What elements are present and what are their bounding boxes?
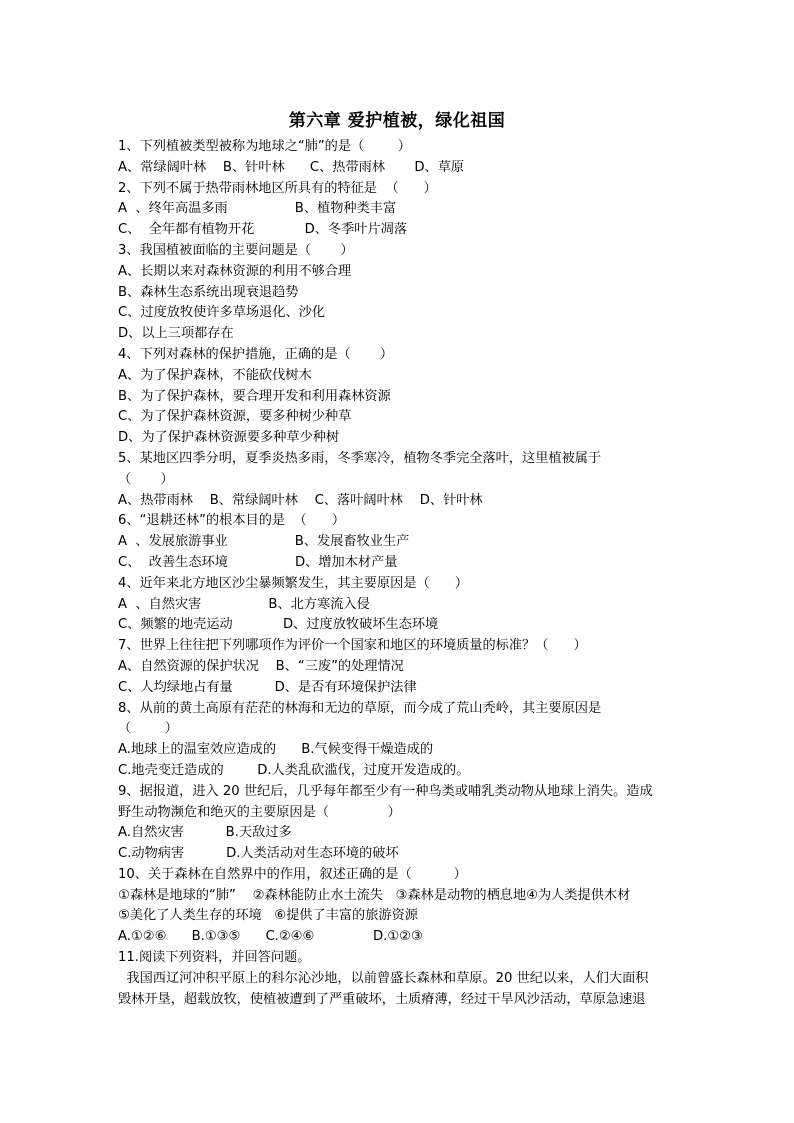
text-line: 2、下列不属于热带雨林地区所具有的特征是 （ ） (118, 180, 437, 196)
text-line: 5、某地区四季分明，夏季炎热多雨，冬季寒冷，植物冬季完全落叶，这里植被属于 (118, 450, 602, 466)
text-line: A 、自然灾害 B、北方寒流入侵 (118, 596, 370, 612)
text-line: 我国西辽河冲积平原上的科尔沁沙地，以前曾盛长森林和草原。20 世纪以来，人们大面积 (118, 970, 649, 986)
text-line: D、为了保护森林资源要多种草少种树 (118, 430, 340, 446)
text-line: A、为了保护森林，不能砍伐树木 (118, 367, 312, 383)
text-line: A、常绿阔叶林 B、针叶林 C、热带雨林 D、草原 (118, 159, 465, 175)
text-line: C.动物病害 D.人类活动对生态环境的破坏 (118, 846, 399, 862)
text-line: 10、关于森林在自然界中的作用，叙述正确的是（ ） (118, 866, 467, 882)
text-line: C、 改善生态环境 D、增加木材产量 (118, 554, 398, 570)
text-line: B、森林生态系统出现衰退趋势 (118, 284, 299, 300)
text-line: 4、近年来北方地区沙尘暴频繁发生，其主要原因是（ ） (118, 575, 469, 591)
text-line: C、过度放牧使许多草场退化、沙化 (118, 305, 326, 321)
text-line: A、自然资源的保护状况 B、“三废”的处理情况 (118, 658, 404, 674)
text-line: A 、发展旅游事业 B、发展畜牧业生产 (118, 534, 410, 550)
text-line: A、热带雨林 B、常绿阔叶林 C、落叶阔叶林 D、针叶林 (118, 492, 483, 508)
text-line: 毁林开垦，超载放牧，使植被遭到了严重破坏，土质瘠薄，经过干旱风沙活动，草原急速退 (118, 991, 646, 1007)
text-line: B、为了保护森林，要合理开发和利用森林资源 (118, 388, 391, 404)
text-line: C、频繁的地壳运动 D、过度放牧破坏生态环境 (118, 617, 439, 633)
text-line: A.自然灾害 B.天敌过多 (118, 825, 292, 841)
text-line: 3、我国植被面临的主要问题是（ ） (118, 242, 354, 258)
chapter-title: 第六章 爱护植被，绿化祖国 (288, 111, 506, 131)
text-line: 4、下列对森林的保护措施，正确的是（ ） (118, 346, 394, 362)
text-line: A.地球上的温室效应造成的 B.气候变得干燥造成的 (118, 742, 434, 758)
text-line: A、长期以来对森林资源的利用不够合理 (118, 263, 352, 279)
text-line: C、人均绿地占有量 D、是否有环境保护法律 (118, 679, 417, 695)
text-line: 8、从前的黄土高原有茫茫的林海和无边的草原，而今成了荒山秃岭，其主要原因是 (118, 700, 602, 716)
text-line: D、以上三项都存在 (118, 326, 234, 342)
text-line: 1、下列植被类型被称为地球之“肺”的是（ ） (118, 139, 411, 154)
text-line: ①森林是地球的“肺” ②森林能防止水土流失 ③森林是动物的栖息地④为人类提供木材 (118, 887, 631, 903)
text-line: C、 全年都有植物开花 D、冬季叶片凋落 (118, 222, 408, 238)
text-line: 野生动物濒危和绝灭的主要原因是（ ） (118, 804, 401, 820)
question-body (118, 137, 678, 1010)
text-line: 9、据报道，进入 20 世纪后，几乎每年都至少有一种鸟类或哺乳类动物从地球上消失。造成 (118, 783, 653, 799)
text-line: ⑤美化了人类生存的环境 ⑥提供了丰富的旅游资源 (118, 908, 418, 924)
text-line: C、为了保护森林资源，要多种树少种草 (118, 409, 352, 425)
text-line: （ ） (118, 471, 174, 487)
text-line: 7、世界上往往把下列哪项作为评价一个国家和地区的环境质量的标准？（ ） (118, 638, 587, 654)
text-line: A.①②⑥ B.①③⑤ C.②④⑥ D.①②③ (118, 929, 423, 945)
text-line: 11.阅读下列资料，并回答问题。 (118, 950, 311, 966)
text-line: A 、终年高温多雨 B、植物种类丰富 (118, 201, 397, 217)
text-line: C.地壳变迁造成的 D.人类乱砍滥伐，过度开发造成的。 (118, 762, 470, 778)
text-line: （ ） (118, 721, 178, 737)
text-line: 6、“退耕还林”的根本目的是 （ ） (118, 513, 346, 529)
